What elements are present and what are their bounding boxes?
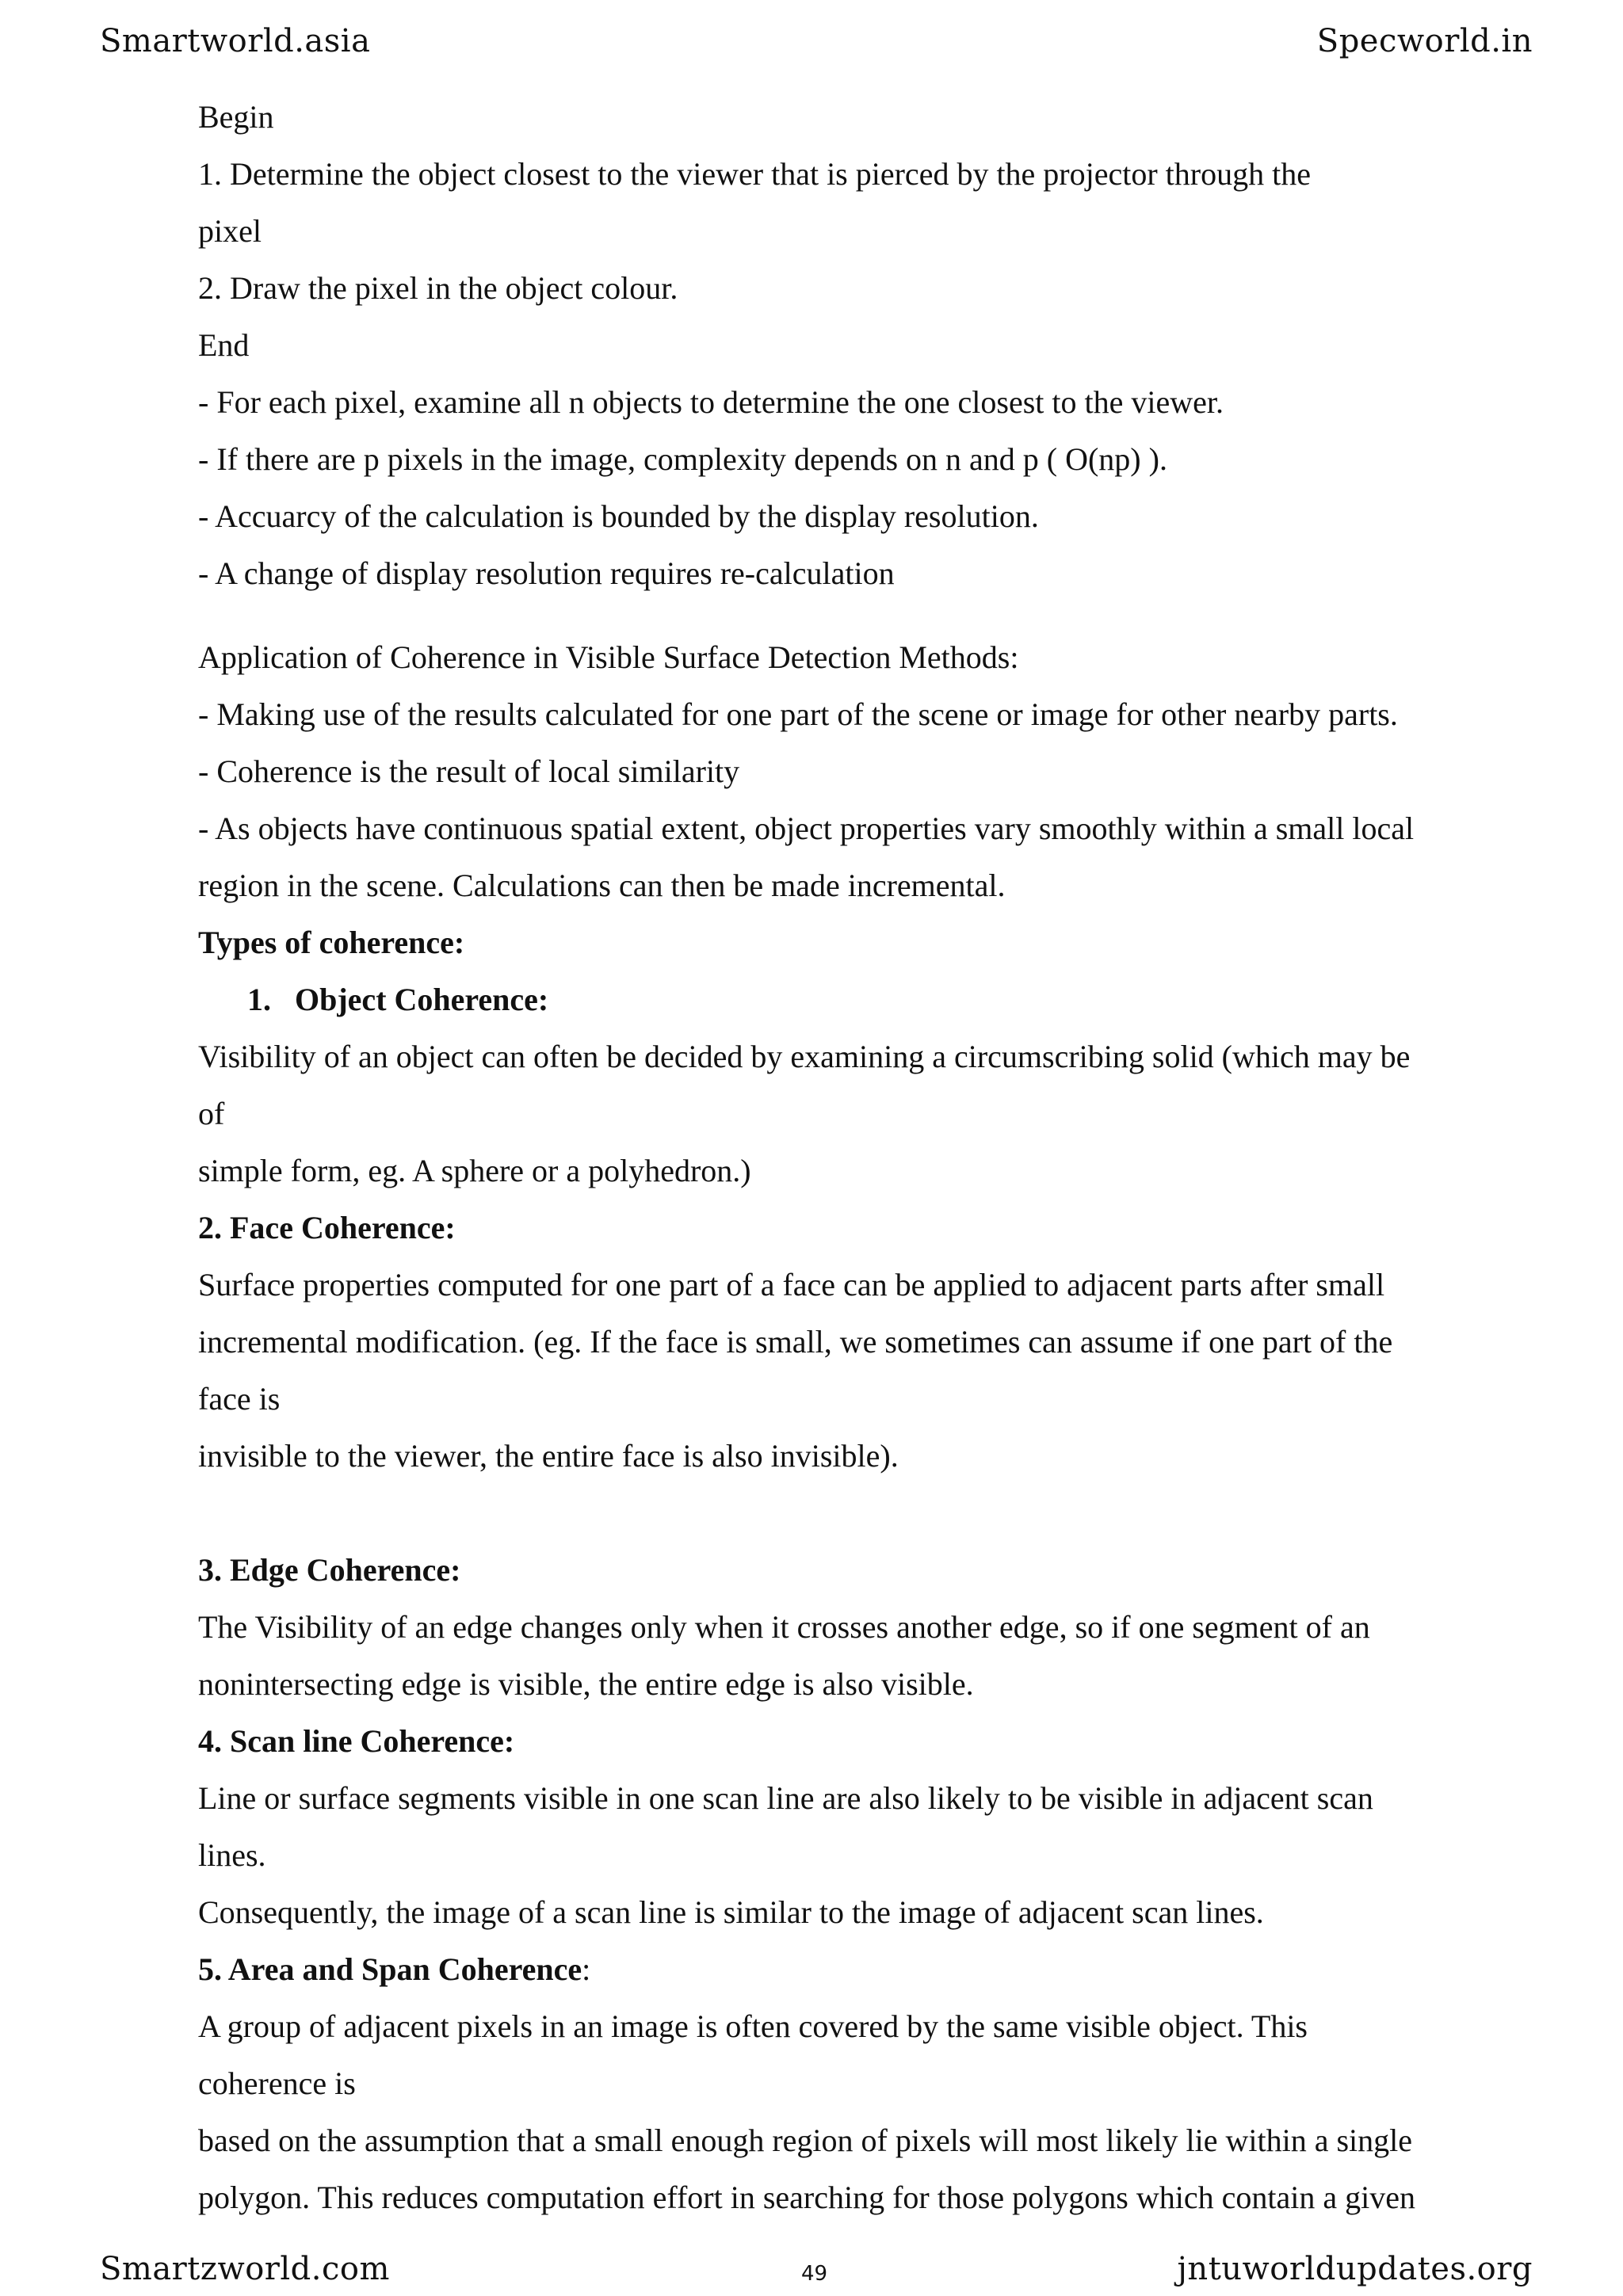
edge-coherence-heading: 3. Edge Coherence: (198, 1552, 461, 1588)
footer-left-site: Smartzworld.com (100, 2251, 390, 2287)
scan-line-coherence-text-3: Consequently, the image of a scan line is similar to the image of adjacent scan lines. (198, 1894, 1264, 1930)
face-coherence-heading: 2. Face Coherence: (198, 1210, 456, 1245)
text-end: End (198, 327, 250, 363)
object-coherence-text-1: Visibility of an object can often be decided by examining a circumscribing solid (which may be (198, 1039, 1411, 1074)
face-coherence-text-2: incremental modification. (eg. If the face is small, we sometimes can assume if one part of the (198, 1324, 1393, 1360)
text-step2: 2. Draw the pixel in the object colour. (198, 270, 678, 306)
face-coherence-text-1: Surface properties computed for one part of a face can be applied to adjacent parts after small (198, 1267, 1385, 1302)
scan-line-coherence-text-1: Line or surface segments visible in one scan line are also likely to be visible in adjacent scan (198, 1780, 1373, 1816)
area-span-coherence-text-1: A group of adjacent pixels in an image is often covered by the same visible object. This (198, 2008, 1308, 2044)
text-step1: 1. Determine the object closest to the viewer that is pierced by the projector through the (198, 156, 1311, 192)
page-number: 49 (801, 2262, 828, 2286)
edge-coherence-text-1: The Visibility of an edge changes only when it crosses another edge, so if one segment of an (198, 1609, 1370, 1645)
application-point-3-cont: region in the scene. Calculations can then be made incremental. (198, 868, 1006, 903)
footer-right-site: jntuworldupdates.org (1177, 2251, 1533, 2287)
area-span-coherence-text-4: polygon. This reduces computation effort in searching for those polygons which contain a given (198, 2180, 1415, 2215)
application-point-1: - Making use of the results calculated for one part of the scene or image for other nearby parts. (198, 696, 1398, 732)
bullet-each-pixel: - For each pixel, examine all n objects to determine the one closest to the viewer. (198, 384, 1224, 420)
header-right-site: Specworld.in (1316, 23, 1533, 59)
application-heading: Application of Coherence in Visible Surface Detection Methods: (198, 639, 1019, 675)
edge-coherence-text-2: nonintersecting edge is visible, the entire edge is also visible. (198, 1666, 974, 1702)
types-of-coherence-heading: Types of coherence: (198, 925, 465, 960)
header-left-site: Smartworld.asia (100, 23, 371, 59)
bullet-complexity: - If there are p pixels in the image, complexity depends on n and p ( O(np) ). (198, 441, 1167, 477)
area-span-coherence-heading (198, 1951, 591, 1987)
scan-line-coherence-heading: 4. Scan line Coherence: (198, 1723, 515, 1759)
text-begin: Begin (198, 99, 274, 135)
area-span-coherence-text-2: coherence is (198, 2065, 356, 2101)
bullet-resolution-change: - A change of display resolution requires re-calculation (198, 555, 895, 591)
scan-line-coherence-text-2: lines. (198, 1837, 266, 1873)
object-coherence-heading: 1. Object Coherence: (247, 982, 549, 1017)
bullet-accuracy: - Accuarcy of the calculation is bounded by the display resolution. (198, 498, 1039, 534)
face-coherence-text-4: invisible to the viewer, the entire face is also invisible). (198, 1438, 899, 1474)
object-coherence-text-2: of (198, 1096, 225, 1131)
text-step1-cont: pixel (198, 213, 262, 249)
application-point-3: - As objects have continuous spatial extent, object properties vary smoothly within a small local (198, 810, 1415, 846)
face-coherence-text-3: face is (198, 1381, 281, 1417)
object-coherence-text-3: simple form, eg. A sphere or a polyhedron.) (198, 1153, 751, 1188)
area-span-heading-label: 5. Area and Span Coherence (198, 1951, 582, 1987)
area-span-heading-colon: : (582, 1951, 591, 1987)
application-point-2: - Coherence is the result of local similarity (198, 753, 740, 789)
area-span-coherence-text-3: based on the assumption that a small enough region of pixels will most likely lie within a single (198, 2122, 1412, 2158)
